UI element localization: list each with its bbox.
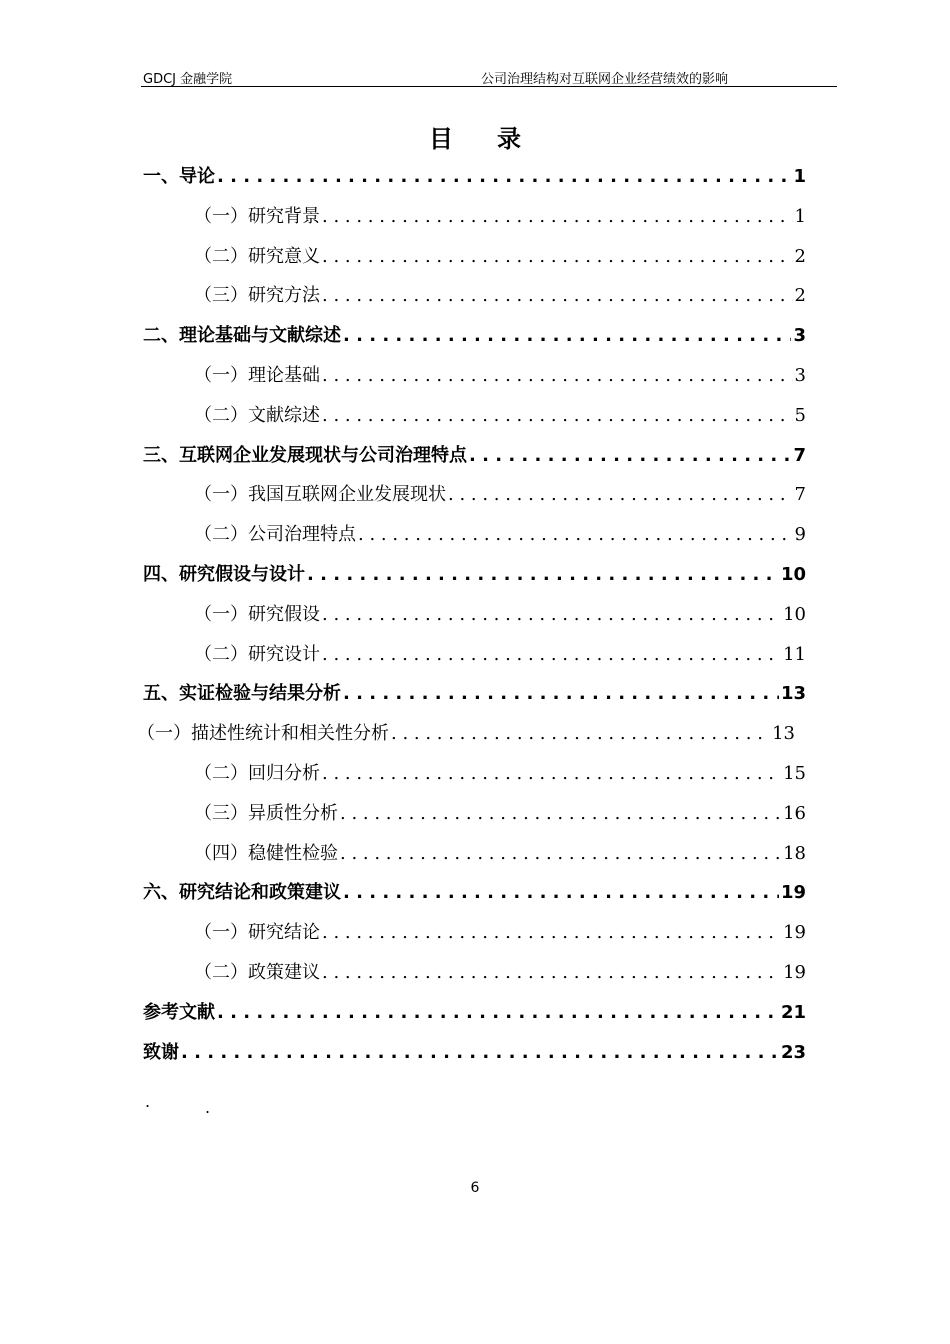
toc-section-entry[interactable]	[194, 919, 806, 947]
toc-entry-page: 15	[783, 763, 806, 784]
toc-entry-title: （二）公司治理特点	[194, 524, 356, 545]
toc-entry-title: 一、导论	[143, 166, 215, 187]
toc-dot-leader	[322, 919, 781, 947]
toc-dot-leader	[343, 879, 779, 907]
toc-entry-page: 1	[794, 206, 806, 227]
toc-dot-leader	[340, 840, 781, 868]
toc-section-entry[interactable]	[194, 959, 806, 987]
toc-entry-page: 13	[772, 723, 795, 744]
toc-chapter-entry[interactable]	[143, 322, 806, 350]
toc-chapter-entry[interactable]	[143, 999, 806, 1027]
toc-entry-title: （三）异质性分析	[194, 803, 338, 824]
toc-section-entry[interactable]	[137, 720, 795, 748]
toc-section-entry[interactable]	[194, 800, 806, 828]
toc-section-entry[interactable]	[194, 760, 806, 788]
toc-entry-title: （一）理论基础	[194, 365, 320, 386]
toc-entry-page: 19	[783, 962, 806, 983]
toc-chapter-entry[interactable]	[143, 680, 806, 708]
toc-title: 目录	[429, 125, 565, 153]
toc-entry-page: 11	[783, 644, 806, 665]
toc-dot-leader	[340, 800, 781, 828]
toc-entry-title: （二）研究意义	[194, 246, 320, 267]
toc-entry-page: 10	[780, 564, 806, 585]
toc-entry-title: （二）回归分析	[194, 763, 320, 784]
toc-dot-leader	[343, 322, 791, 350]
toc-entry-page: 13	[780, 683, 806, 704]
toc-entry-title: （一）我国互联网企业发展现状	[194, 484, 446, 505]
toc-entry-title: 六、研究结论和政策建议	[143, 882, 341, 903]
toc-dot-leader	[391, 720, 770, 748]
toc-section-entry[interactable]	[194, 203, 806, 231]
header-institution: GDCJ 金融学院	[143, 72, 233, 87]
toc-entry-title: （二）研究设计	[194, 644, 320, 665]
toc-dot-leader	[322, 641, 781, 669]
toc-entry-title: 四、研究假设与设计	[143, 564, 305, 585]
toc-entry-page: 2	[794, 285, 806, 306]
toc-entry-page: 10	[783, 604, 806, 625]
toc-section-entry[interactable]	[194, 840, 806, 868]
toc-dot-leader	[322, 282, 793, 310]
toc-dot-leader	[217, 163, 791, 191]
stray-mark: .	[205, 1098, 211, 1117]
toc-entry-title: （一）描述性统计和相关性分析	[137, 723, 389, 744]
toc-dot-leader	[322, 203, 793, 231]
toc-dot-leader	[358, 521, 793, 549]
toc-entry-title: （四）稳健性检验	[194, 843, 338, 864]
toc-dot-leader	[343, 680, 779, 708]
toc-section-entry[interactable]	[194, 282, 806, 310]
toc-entry-page: 7	[793, 445, 806, 466]
toc-entry-page: 19	[783, 922, 806, 943]
toc-entry-title: （三）研究方法	[194, 285, 320, 306]
toc-section-entry[interactable]	[194, 601, 806, 629]
toc-entry-title: 二、理论基础与文献综述	[143, 325, 341, 346]
toc-entry-title: 三、互联网企业发展现状与公司治理特点	[143, 445, 467, 466]
toc-entry-page: 18	[783, 843, 806, 864]
toc-dot-leader	[217, 999, 779, 1027]
toc-entry-page: 23	[780, 1042, 806, 1063]
toc-dot-leader	[322, 760, 781, 788]
toc-dot-leader	[322, 402, 793, 430]
page-header	[141, 66, 837, 87]
toc-dot-leader	[307, 561, 779, 589]
toc-section-entry[interactable]	[194, 402, 806, 430]
toc-chapter-entry[interactable]	[143, 442, 806, 470]
toc-entry-title: 致谢	[143, 1042, 179, 1063]
toc-section-entry[interactable]	[194, 362, 806, 390]
toc-entry-page: 19	[780, 882, 806, 903]
toc-entry-page: 7	[794, 484, 806, 505]
toc-entry-title: （一）研究背景	[194, 206, 320, 227]
page-number: 6	[470, 1180, 480, 1196]
toc-section-entry[interactable]	[194, 481, 806, 509]
toc-entry-page: 2	[794, 246, 806, 267]
toc-entry-title: （一）研究结论	[194, 922, 320, 943]
toc-entry-page: 5	[794, 405, 806, 426]
toc-chapter-entry[interactable]	[143, 163, 806, 191]
toc-entry-page: 3	[794, 365, 806, 386]
toc-entry-page: 16	[783, 803, 806, 824]
toc-chapter-entry[interactable]	[143, 879, 806, 907]
toc-chapter-entry[interactable]	[143, 561, 806, 589]
header-thesis-title: 公司治理结构对互联网企业经营绩效的影响	[481, 72, 729, 87]
toc-section-entry[interactable]	[194, 243, 806, 271]
toc-dot-leader	[469, 442, 791, 470]
toc-entry-title: （二）文献综述	[194, 405, 320, 426]
toc-entry-page: 9	[794, 524, 806, 545]
toc-dot-leader	[322, 959, 781, 987]
toc-dot-leader	[448, 481, 793, 509]
toc-chapter-entry[interactable]	[143, 1039, 806, 1067]
toc-section-entry[interactable]	[194, 521, 806, 549]
toc-entry-title: （二）政策建议	[194, 962, 320, 983]
toc-dot-leader	[322, 243, 793, 271]
toc-entry-page: 3	[793, 325, 806, 346]
toc-dot-leader	[322, 362, 793, 390]
toc-entry-title: 五、实证检验与结果分析	[143, 683, 341, 704]
toc-entry-page: 1	[793, 166, 806, 187]
toc-entry-title: （一）研究假设	[194, 604, 320, 625]
stray-mark: .	[145, 1092, 151, 1111]
toc-entry-page: 21	[780, 1002, 806, 1023]
toc-dot-leader	[322, 601, 781, 629]
toc-dot-leader	[181, 1039, 779, 1067]
toc-entry-title: 参考文献	[143, 1002, 215, 1023]
toc-section-entry[interactable]	[194, 641, 806, 669]
